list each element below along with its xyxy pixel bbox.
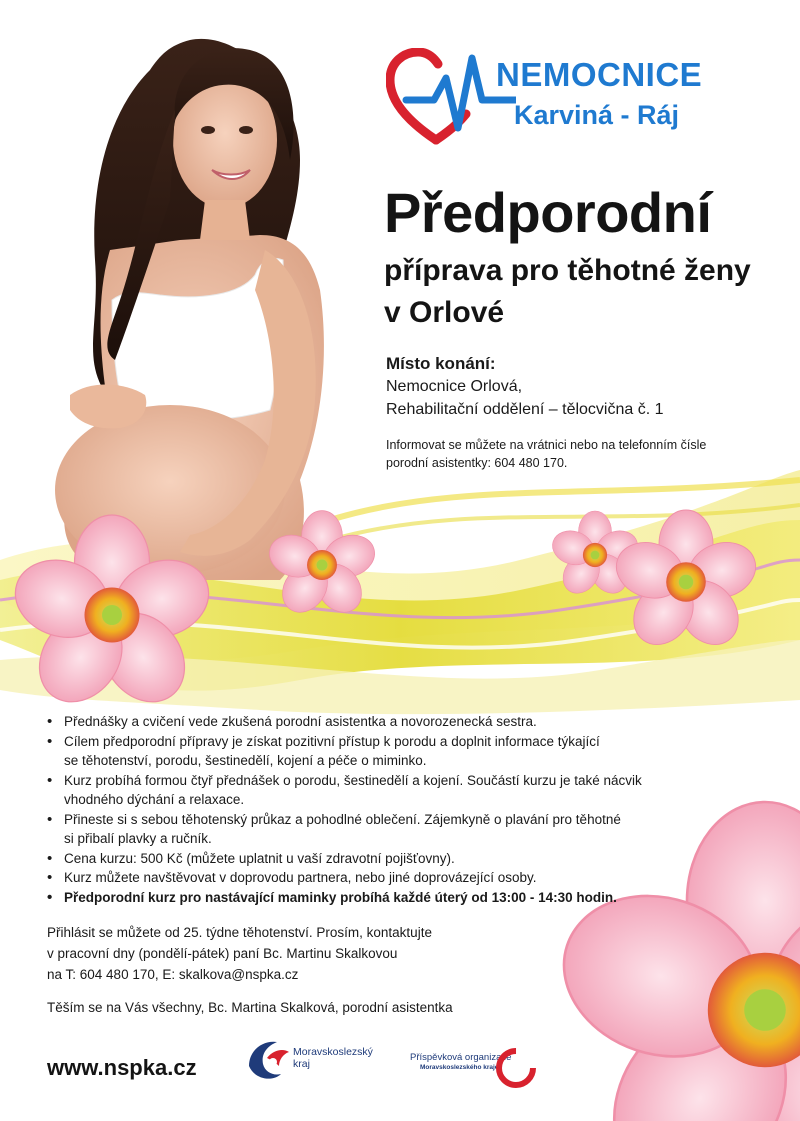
hospital-logo xyxy=(386,48,766,148)
ring-icon xyxy=(494,1046,538,1090)
list-item-schedule: • Předporodní kurz pro nastávající maminky probíhá každé úterý od 13:00 - 14:30 hodin. xyxy=(47,888,667,908)
info-line-2: porodní asistentky: 604 480 170. xyxy=(386,456,568,470)
venue-heading: Místo konání: xyxy=(386,354,496,373)
signup-line-1: Přihlásit se můžete od 25. týdne těhotenství. Prosím, kontaktujte xyxy=(47,925,432,940)
msk-emblem-icon xyxy=(245,1036,291,1082)
po-line-2: Moravskoslezského kraje xyxy=(420,1064,499,1071)
list-item: • Přineste si s sebou těhotenský průkaz a pohodlné oblečení. Zájemkyně o plavání pro těhotné si přibalí plavky a ručník. xyxy=(47,810,667,849)
list-item: • Cena kurzu: 500 Kč (můžete uplatnit u vaší zdravotní pojišťovny). xyxy=(47,849,667,869)
list-item: • Přednášky a cvičení vede zkušená porodní asistentka a novorozenecká sestra. xyxy=(47,712,667,732)
page-subtitle xyxy=(384,250,751,334)
signup-line-2: v pracovní dny (pondělí-pátek) paní Bc. Martinu Skalkovou xyxy=(47,946,398,961)
organization-logo xyxy=(410,1046,540,1096)
greeting: Těším se na Vás všechny, Bc. Martina Skalková, porodní asistentka xyxy=(47,1000,453,1015)
logo-word-nemocnice: NEMOCNICE xyxy=(496,56,703,93)
website-link[interactable]: www.nspka.cz xyxy=(47,1055,197,1080)
page-title: Předporodní xyxy=(384,181,712,244)
course-details-list xyxy=(47,712,667,907)
list-item: • Kurz probíhá formou čtyř přednášek o porodu, šestinedělí a kojení. Součástí kurzu je také nácvik vhodného dýchání a relaxace. xyxy=(47,771,667,810)
venue-line-1: Nemocnice Orlová, xyxy=(386,378,523,395)
logo-word-location: Karviná - Ráj xyxy=(514,100,680,130)
venue-block xyxy=(386,352,664,421)
po-line-1: Příspěvková organizace xyxy=(410,1052,512,1063)
list-item: • Kurz můžete navštěvovat v doprovodu partnera, nebo jiné doprovázející osoby. xyxy=(47,868,667,888)
subtitle-line-1: příprava pro těhotné ženy xyxy=(384,254,751,287)
list-item: • Cílem předporodní přípravy je získat pozitivní přístup k porodu a doplnit informace týkající se těhotenství, porodu, šestinedělí, kojení a péče o miminko. xyxy=(47,732,667,771)
info-block xyxy=(386,436,776,472)
msk-region-logo xyxy=(245,1034,395,1084)
venue-line-2: Rehabilitační oddělení – tělocvična č. 1 xyxy=(386,401,664,418)
info-line-1: Informovat se můžete na vrátnici nebo na telefonním čísle xyxy=(386,438,707,452)
msk-name: Moravskoslezský kraj xyxy=(293,1046,373,1070)
signup-block xyxy=(47,922,432,985)
signup-line-3: na T: 604 480 170, E: skalkova@nspka.cz xyxy=(47,967,299,982)
subtitle-line-2: v Orlové xyxy=(384,296,505,329)
